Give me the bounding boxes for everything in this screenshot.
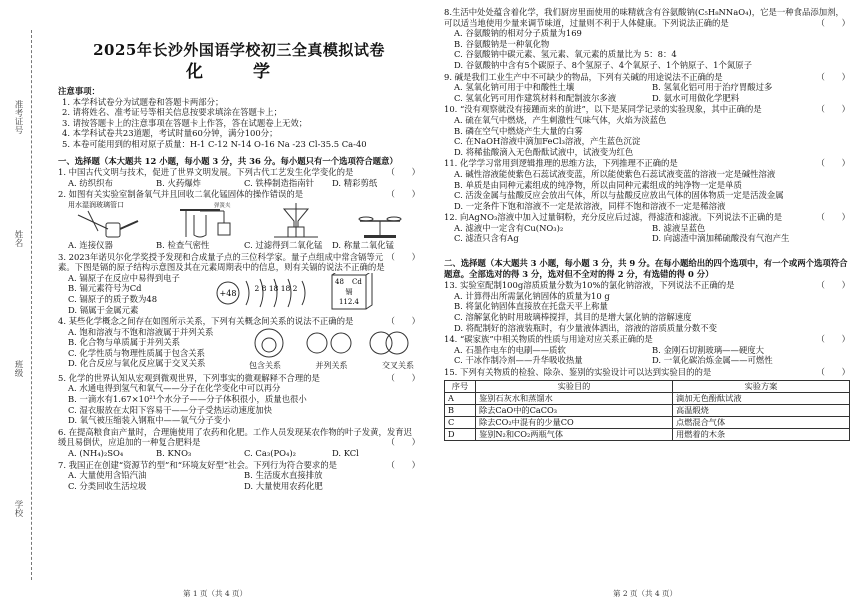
question-stem: 4. 某些化学概念之间存在如图所示关系，下列有关概念间关系的说法不正确的是 [58,316,354,327]
option-c: C. 在NaOH溶液中滴加FeCl₃溶液，产生蓝色沉淀 [454,136,641,147]
question-stem: 11. 化学学习常用到逻辑推理的思维方法，下列推理不正确的是 [444,158,678,169]
answer-paren: （ ） [386,316,420,327]
question-3 [58,252,420,316]
option-b: B. 镉元素符号为Cd [68,283,142,294]
table-row [445,416,850,428]
option-c: C. 过滤得到二氧化锰 [244,239,323,250]
option-a: A. 碱性溶液能使紫色石蕊试液变蓝，所以能使紫色石蕊试液变蓝的溶液一定是碱性溶液 [454,168,776,179]
option-c: C. 铁棒制造指南针 [244,177,315,188]
column-header: 实验目的 [476,380,673,392]
question-stem: 1. 中国古代文明与技术，促进了世界文明发展。下列古代工艺发生化学变化的是 [58,167,354,178]
option-c: C. 化学性质与物理性质属于包含关系 [68,347,206,358]
notice-item: 4. 本学科试卷共23道题，考试时量60分钟，满分100分； [62,128,278,139]
answer-paren: （ ） [816,158,850,169]
table-cell: A [445,392,476,404]
option-d: D. 向滤渣中滴加稀硫酸没有气泡产生 [652,233,790,244]
binding-label-name: 姓名 [13,230,23,247]
option-c: C. 谷氨酸钠中碳元素、氢元素、氧元素的质量比为 5：8：4 [454,49,677,60]
filtration-figure [266,201,326,239]
question-stem: 12. 向AgNO₃溶液中加入过量铜粉，充分反应后过滤，得滤渣和滤液。下列说法不正确的是 [444,212,783,223]
table-cell: 滴加无色酚酞试液 [673,392,850,404]
option-a: A. 水通电得到氢气和氧气——分子在化学变化中可以再分 [68,383,281,394]
option-a: A. 饱和溶液与不饱和溶液属于并列关系 [68,326,214,337]
option-d: D. 镉属于金属元素 [68,304,139,315]
question-stem: 5. 化学的世界认知从宏观到微观世界，下列事实的微观解释不合理的是 [58,372,320,383]
figure-note-wet-tube: 用水湿润玻璃管口 [68,200,124,209]
question-4 [58,316,420,372]
question-stem: 13. 实验室配制100g溶质质量分数为10%的氯化钠溶液，下列说法不正确的是 [444,280,735,291]
option-a: A. 石墨作电车的电刷——质软 [454,344,566,355]
answer-paren: （ ） [816,17,850,28]
table-cell: 用燃着的木条 [673,428,850,440]
weighing-figure [350,201,410,239]
notice-item: 5. 本卷可能用到的相对原子质量：H-1 C-12 N-14 O-16 Na -23 Cl-35.5 Ca-40 [62,138,367,149]
option-b: B. 化合物与单质属于并列关系 [68,337,180,348]
question-stem: 8.生活中处处蕴含着化学，我们厨房里面使用的味精就含有谷氨酸钠(C₅H₈NNaO₄)，它是一种食品添加剂，可以适当地使用少量来调节味道，过量则不利于人体健康。下列说法正确的是 [444,7,844,28]
exam-subject: 化 学 [186,62,292,82]
question-stem: 14. “碳家族”中相关物质的性质与用途对应关系正确的是 [444,334,653,345]
cell-atomic-number: 48 [335,277,344,286]
section-1-heading: 一、选择题（本大题共 12 小题，每小题 3 分，共 36 分。每小题只有一个选项符合题意） [58,155,398,166]
table-header-row [445,380,850,392]
label-parallel: 并列关系 [315,361,348,371]
option-d: D. 一定条件下饱和溶液不一定是浓溶液，同样不饱和溶液不一定是稀溶液 [454,200,726,211]
option-d: D. 化合反应与氧化反应属于交叉关系 [68,358,206,369]
option-a: A. 硫在氧气中燃烧，产生刺激性气味气体，火焰为淡蓝色 [454,114,667,125]
question-stem: 3. 2023年诺贝尔化学奖授予发现和合成量子点的三位科学家。量子点组成中常含镉等元素。下图是镉的原子结构示意图及其在元素周期表中的信息，则有关镉的说法不正确的是 [58,251,385,273]
option-c: C. 镉原子的质子数为48 [68,293,158,304]
exam-title: 2025年长沙外国语学校初三全真模拟试卷 [93,41,385,59]
option-b: B. KNO₃ [156,448,192,459]
page-2 [430,0,860,604]
page-footer: 第 1 页（共 4 页） [182,589,248,598]
notice-item: 3. 请按答题卡上的注意事项在答题卡上作答，答在试题卷上无效； [62,117,308,128]
option-d: D. 大量使用农药化肥 [244,480,323,491]
question-9 [444,72,850,104]
cell-mass: 112.4 [338,297,360,306]
question-13 [444,280,850,333]
option-d: D. 谷氨酸钠中含有5个碳原子、8个氢原子、4个氧原子、1个钠原子、1个氮原子 [454,59,753,70]
answer-paren: （ ） [386,189,420,200]
atom-structure-diagram [208,273,328,315]
notice-item: 1. 本学科试卷分为试题卷和答题卡两部分； [62,96,224,107]
table-cell: 高温煅烧 [673,404,850,416]
option-c: C. 分类回收生活垃圾 [68,480,147,491]
right-column [444,6,850,441]
option-c: C. 滤渣只含有Ag [454,233,519,244]
answer-paren: （ ） [816,367,850,377]
question-stem: 10. “没有观察就没有接踵而来的前进”，以下是某同学记录的实验现象，其中正确的是 [444,104,762,115]
question-15 [444,367,850,441]
section-2-heading: 二、选择题（本大题共 3 小题，每小题 3 分，共 9 分。在每小题给出的四个选项中，有一个或两个选项符合题意。全部选对的得 3 分，选对但不全对的得 2 分，有选错的得 0 分） [444,258,848,279]
notice-heading: 注意事项： [58,86,100,96]
answer-paren: （ ） [816,104,850,115]
option-a: A. 纺织织布 [68,177,113,188]
option-b: B. 谷氨酸钠是一种氧化物 [454,38,550,49]
question-stem: 6. 在提高粮食亩产量时，合理施使用了农药和化肥。工作人员发现某农作物的叶子发黄，发育迟缓且易倒伏，应追加的一种复合肥料是 [58,426,413,448]
option-a: A. 计算得出所需氯化钠固体的质量为10 g [454,290,610,301]
option-d: D. 氨水可用做化学肥料 [652,92,740,103]
cell-name: 镉 [345,287,353,296]
column-header: 序号 [445,380,476,392]
option-b: B. 生活废水直接排放 [244,470,323,481]
answer-paren: （ ） [386,459,420,470]
answer-paren: （ ） [386,372,420,383]
table-cell: 点燃混合气体 [673,416,850,428]
left-column [58,40,420,491]
question-8 [444,7,850,71]
option-c: C. 湿衣服放在太阳下容易干——分子受热运动速度加快 [68,404,273,415]
question-12 [444,212,850,244]
question-7 [58,460,420,492]
option-d: D. 一氧化碳冶炼金属——可燃性 [652,355,773,366]
answer-paren: （ ） [816,334,850,345]
option-d: D. 精彩剪纸 [332,177,378,188]
option-a: A. 大量使用含铅汽油 [68,470,147,481]
label-intersect: 交叉关系 [382,361,414,371]
question-5 [58,373,420,426]
table-cell: 鉴别石灰水和蒸馏水 [476,392,673,404]
question-6 [58,427,420,459]
table-cell: B [445,404,476,416]
question-2 [58,189,420,250]
table-cell: 除去CaO中的CaCO₃ [476,404,673,416]
option-d: D. 氧气被压缩装入钢瓶中——氧气分子变小 [68,415,231,426]
option-a: A. 氢氧化钠可用于中和酸性土壤 [454,82,575,93]
binding-label-school: 学校 [13,500,23,517]
question-14 [444,334,850,366]
option-c: C. 干冰作制冷剂——升华吸收热量 [454,355,583,366]
option-b: B. 氢氧化铝可用于治疗胃酸过多 [652,82,773,93]
option-a: A. (NH₄)₂SO₄ [68,448,124,459]
table-row [445,392,850,404]
option-d: D. 将配制好的溶液装瓶时，有少量液体洒出，溶液的溶质质量分数不变 [454,322,717,333]
table-row [445,404,850,416]
question-10 [444,104,850,157]
answer-paren: （ ） [386,251,420,262]
option-b: B. 滤液呈蓝色 [652,222,706,233]
page-footer: 第 2 页（共 4 页） [612,589,678,598]
apparatus-figures [58,200,420,240]
option-b: B. 单质是由同种元素组成的纯净物，所以由同种元素组成的纯净物一定是单质 [454,179,742,190]
table-cell: 除去CO₂中混有的少量CO [476,416,673,428]
option-c: C. 溶解氯化钠时用玻璃棒搅拌，其目的是增大氯化钠的溶解速度 [454,312,692,323]
question-1 [58,167,420,188]
airtight-check-figure [172,201,242,239]
periodic-table-cell [328,273,376,315]
option-a: A. 镉原子在反应中易得到电子 [68,272,180,283]
column-header: 实验方案 [673,380,850,392]
option-b: B. 金刚石切割玻璃——硬度大 [652,344,764,355]
option-a: A. 滤液中一定含有Cu(NO₃)₂ [454,222,564,233]
option-b: B. 检查气密性 [156,239,210,250]
binding-label-exam-id: 准考证号 [13,100,23,134]
question-11 [444,158,850,211]
option-c: C. Ca₃(PO₄)₂ [244,448,296,459]
option-b: B. 火药爆炸 [156,177,201,188]
answer-paren: （ ） [816,280,850,291]
answer-paren: （ ） [816,212,850,223]
option-a: A. 谷氨酸钠的相对分子质量为169 [454,28,582,39]
option-a: A. 连接仪器 [68,239,113,250]
table-cell: D [445,428,476,440]
option-d: D. 将稀盐酸滴入无色酚酞试液中，试液变为红色 [454,146,634,157]
option-b: B. 一滴水有1.67×10²¹个水分子——分子体积很小，质量也很小 [68,394,307,405]
cell-symbol: Cd [352,277,362,286]
label-inclusion: 包含关系 [249,361,281,371]
option-b: B. 将氯化钠固体直接放在托盘天平上称量 [454,301,608,312]
notice-item: 2. 请将姓名、准考证号等相关信息按要求填涂在答题卡上； [62,107,283,118]
option-d: D. 称量二氧化锰 [332,239,394,250]
concept-relation-diagram [243,327,420,359]
option-b: B. 磷在空气中燃烧产生大量的白雾 [454,125,583,136]
option-d: D. KCl [332,448,359,459]
binding-label-class: 班级 [13,360,23,377]
question-stem: 15. 下列有关物质的检验、除杂、鉴别的实验设计可以达到实验目的的是 [444,367,712,377]
option-c: C. 氢氧化钙可用作建筑材料和配制波尔多液 [454,92,617,103]
atom-electron-shells: 2 8 18 18 2 [254,283,298,293]
question-stem: 9. 碱是我们工业生产中不可缺少的物品，下列有关碱的用途说法不正确的是 [444,71,723,82]
binding-margin [0,30,44,580]
option-c: C. 活泼金属与盐酸反应会放出气体，所以与盐酸反应放出气体的固体物质一定是活泼金属 [454,190,784,201]
answer-paren: （ ） [816,71,850,82]
table-row [445,428,850,440]
question-stem: 7. 我国正在创建“资源节约型”和“环境友好型”社会。下列行为符合要求的是 [58,459,338,470]
figure-note-clamp: 弹簧夹 [214,202,231,209]
atom-nucleus-charge: +48 [219,288,237,298]
experiment-table [444,380,850,441]
answer-paren: （ ） [386,167,420,178]
table-cell: C [445,416,476,428]
table-cell: 鉴别N₂和CO₂两瓶气体 [476,428,673,440]
answer-paren: （ ） [386,437,420,448]
binding-dashed-line [31,30,32,580]
question-stem: 2. 如图有关实验室制备氧气并且回收二氧化锰固体的操作错误的是 [58,189,304,200]
